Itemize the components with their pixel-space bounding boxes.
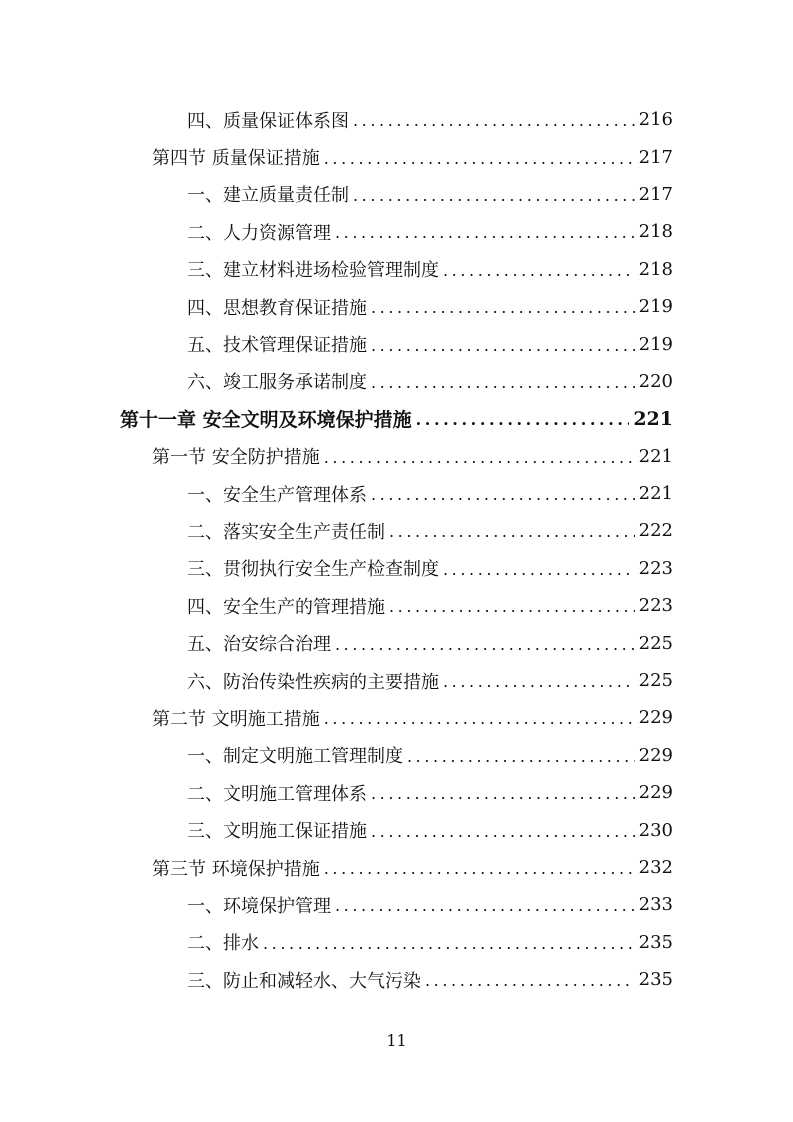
dot-leader	[371, 298, 635, 317]
toc-entry[interactable]	[0, 512, 793, 549]
toc-entry-page: 230	[638, 819, 673, 841]
toc-entry-title: 一、建立质量责任制	[187, 185, 349, 207]
toc-entry[interactable]	[0, 550, 793, 587]
toc-entry-title: 二、落实安全生产责任制	[187, 521, 385, 543]
toc-entry-page: 235	[638, 969, 673, 991]
dot-leader	[335, 223, 635, 242]
toc-entry-title: 第四节 质量保证措施	[152, 148, 320, 170]
toc-entry-page: 235	[638, 931, 673, 953]
toc-entry-title: 三、文明施工保证措施	[187, 821, 367, 843]
toc-entry[interactable]	[0, 886, 793, 923]
toc-entry[interactable]	[0, 363, 793, 400]
toc-entry-page: 233	[638, 894, 673, 916]
toc-entry-page: 218	[638, 258, 673, 280]
toc-entry-page: 218	[638, 221, 673, 243]
dot-leader	[371, 784, 635, 803]
toc-entry-page: 219	[638, 333, 673, 355]
toc-entry-title: 二、人力资源管理	[187, 222, 331, 244]
toc-entry-page: 217	[638, 146, 673, 168]
toc-entry-title: 四、质量保证体系图	[187, 110, 349, 132]
toc-entry-page: 229	[638, 782, 673, 804]
dot-leader	[443, 560, 635, 579]
toc-entry[interactable]	[0, 251, 793, 288]
dot-leader	[443, 261, 635, 280]
dot-leader	[335, 635, 635, 654]
toc-entry[interactable]	[0, 924, 793, 961]
toc-entry-title: 一、环境保护管理	[187, 895, 331, 917]
toc-entry[interactable]	[0, 288, 793, 325]
toc-entry-title: 第十一章 安全文明及环境保护措施	[120, 409, 412, 432]
toc-chapter-entry[interactable]	[0, 400, 793, 437]
toc-entry-title: 四、安全生产的管理措施	[187, 596, 385, 618]
dot-leader	[324, 709, 635, 728]
toc-entry-title: 第二节 文明施工措施	[152, 708, 320, 730]
toc-entry[interactable]	[0, 438, 793, 475]
dot-leader	[371, 373, 635, 392]
toc-entry-page: 217	[638, 183, 673, 205]
toc-entry-title: 五、治安综合治理	[187, 634, 331, 656]
dot-leader	[371, 485, 635, 504]
toc-entry-title: 一、制定文明施工管理制度	[187, 746, 403, 768]
toc-entry-page: 221	[638, 445, 673, 467]
toc-entry-page: 219	[638, 296, 673, 318]
toc-entry-title: 六、竣工服务承诺制度	[187, 372, 367, 394]
page-number: 11	[386, 1031, 407, 1050]
dot-leader	[263, 934, 635, 953]
toc-entry-title: 三、贯彻执行安全生产检查制度	[187, 559, 439, 581]
toc-entry-page: 229	[638, 744, 673, 766]
toc-entry[interactable]	[0, 101, 793, 138]
dot-leader	[324, 448, 635, 467]
toc-entry-page: 225	[638, 632, 673, 654]
toc-entry[interactable]	[0, 587, 793, 624]
toc-entry-title: 一、安全生产管理体系	[187, 484, 367, 506]
dot-leader	[371, 336, 635, 355]
dot-leader	[443, 672, 635, 691]
toc-entry[interactable]	[0, 774, 793, 811]
dot-leader	[416, 410, 630, 429]
dot-leader	[389, 597, 635, 616]
toc-entry-title: 五、技术管理保证措施	[187, 335, 367, 357]
toc-entry-page: 229	[638, 707, 673, 729]
dot-leader	[324, 149, 635, 168]
toc-entry-page: 223	[638, 595, 673, 617]
toc-entry[interactable]	[0, 138, 793, 175]
toc-entry-title: 四、思想教育保证措施	[187, 297, 367, 319]
toc-entry[interactable]	[0, 624, 793, 661]
toc-entry[interactable]	[0, 737, 793, 774]
toc-entry-page: 220	[638, 370, 673, 392]
dot-leader	[371, 822, 635, 841]
toc-entry-page: 225	[638, 670, 673, 692]
toc-entry-title: 第三节 环境保护措施	[152, 858, 320, 880]
toc-entry-page: 222	[638, 520, 673, 542]
toc-entry-page: 221	[638, 483, 673, 505]
dot-leader	[425, 971, 635, 990]
toc-entry-title: 三、防止和减轻水、大气污染	[187, 970, 421, 992]
dot-leader	[324, 859, 635, 878]
toc-entry[interactable]	[0, 961, 793, 998]
toc-entry-title: 六、防治传染性疾病的主要措施	[187, 671, 439, 693]
toc-entry[interactable]	[0, 325, 793, 362]
toc-entry[interactable]	[0, 475, 793, 512]
toc-entry[interactable]	[0, 213, 793, 250]
dot-leader	[335, 896, 635, 915]
toc-entry-title: 二、文明施工管理体系	[187, 783, 367, 805]
toc-entry-page: 221	[633, 407, 673, 430]
table-of-contents	[0, 101, 793, 998]
toc-entry[interactable]	[0, 662, 793, 699]
toc-entry[interactable]	[0, 849, 793, 886]
toc-entry-page: 223	[638, 557, 673, 579]
toc-entry-title: 二、排水	[187, 933, 259, 955]
toc-entry-page: 216	[638, 109, 673, 131]
toc-entry-page: 232	[638, 857, 673, 878]
toc-entry-title: 三、建立材料进场检验管理制度	[187, 260, 439, 282]
toc-entry[interactable]	[0, 176, 793, 213]
dot-leader	[389, 522, 635, 541]
toc-entry-title: 第一节 安全防护措施	[152, 447, 320, 469]
dot-leader	[353, 111, 635, 130]
toc-entry[interactable]	[0, 699, 793, 736]
dot-leader	[353, 186, 635, 205]
dot-leader	[407, 747, 635, 766]
toc-entry[interactable]	[0, 811, 793, 848]
